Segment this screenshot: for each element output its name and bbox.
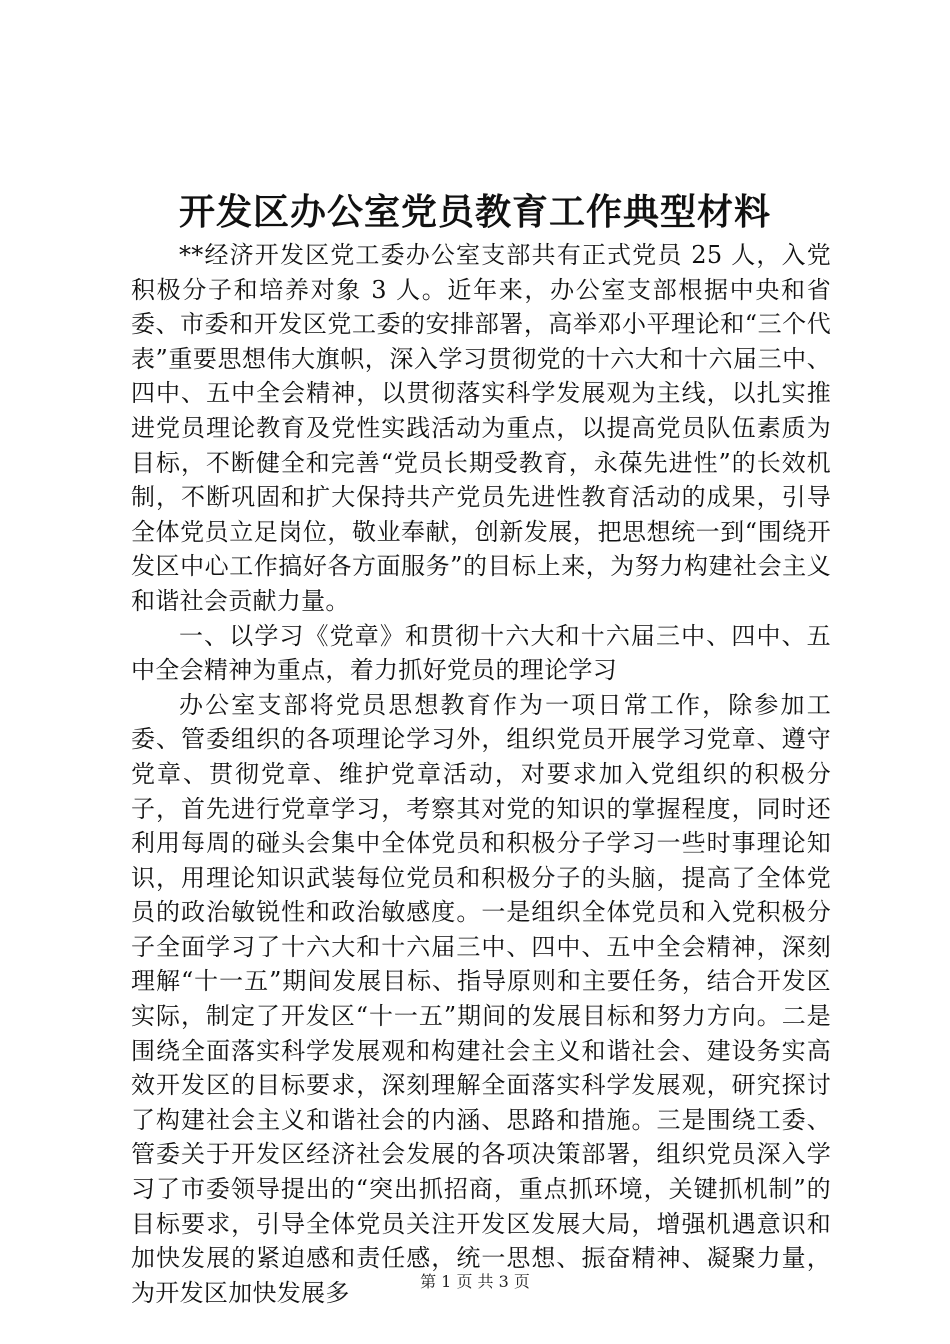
paragraph-study: 办公室支部将党员思想教育作为一项日常工作，除参加工委、管委组织的各项理论学习外，组织党员开展学习党章、遵守党章、贯彻党章、维护党章活动，对要求加入党组织的积极分子，首先进行党章学习，考察其对党的知识的掌握程度，同时还利用每周的碰头会集中全体党员和积极分子学习一些时事理论知识，用理论知识武装每位党员和积极分子的头脑，提高了全体党员的政治敏锐性和政治敏感度。一是组织全体党员和入党积极分子全面学习了十六大和十六届三中、四中、五中全会精神，深刻理解“十一五”期间发展目标、指导原则和主要任务，结合开发区实际，制定了开发区“十一五”期间的发展目标和努力方向。二是围绕全面落实科学发展观和构建社会主义和谐社会、建设务实高效开发区的目标要求，深刻理解全面落实科学发展观，研究探讨了构建社会主义和谐社会的内涵、思路和措施。三是围绕工委、管委关于开发区经济社会发展的各项决策部署，组织党员深入学习了市委领导提出的“突出抓招商，重点抓环境，关键抓机制”的目标要求，引导全体党员关注开发区发展大局，增强机遇意识和加快发展的紧迫感和责任感，统一思想、振奋精神、凝聚力量，为开发区加快发展多 — [131, 690, 831, 1307]
document-title: 开发区办公室党员教育工作典型材料 — [178, 191, 771, 233]
document-body — [131, 238, 831, 1310]
paragraph-section-heading: 一、以学习《党章》和贯彻十六大和十六届三中、四中、五中全会精神为重点，着力抓好党员的理论学习 — [131, 621, 831, 685]
paragraph-intro: **经济开发区党工委办公室支部共有正式党员 25 人，入党积极分子和培养对象 3 人。近年来，办公室支部根据中央和省委、市委和开发区党工委的安排部署，高举邓小平理论和“三个代表”重要思想伟大旗帜，深入学习贯彻党的十六大和十六届三中、四中、五中全会精神，以贯彻落实科学发展观为主线，以扎实推进党员理论教育及党性实践活动为重点，以提高党员队伍素质为目标，不断健全和完善“党员长期受教育，永葆先进性”的长效机制，不断巩固和扩大保持共产党员先进性教育活动的成果，引导全体党员立足岗位，敬业奉献，创新发展，把思想统一到“围绕开发区中心工作搞好各方面服务”的目标上来，为努力构建社会主义和谐社会贡献力量。 — [131, 241, 831, 615]
page-footer: 第 1 页 共 3 页 — [420, 1272, 530, 1291]
